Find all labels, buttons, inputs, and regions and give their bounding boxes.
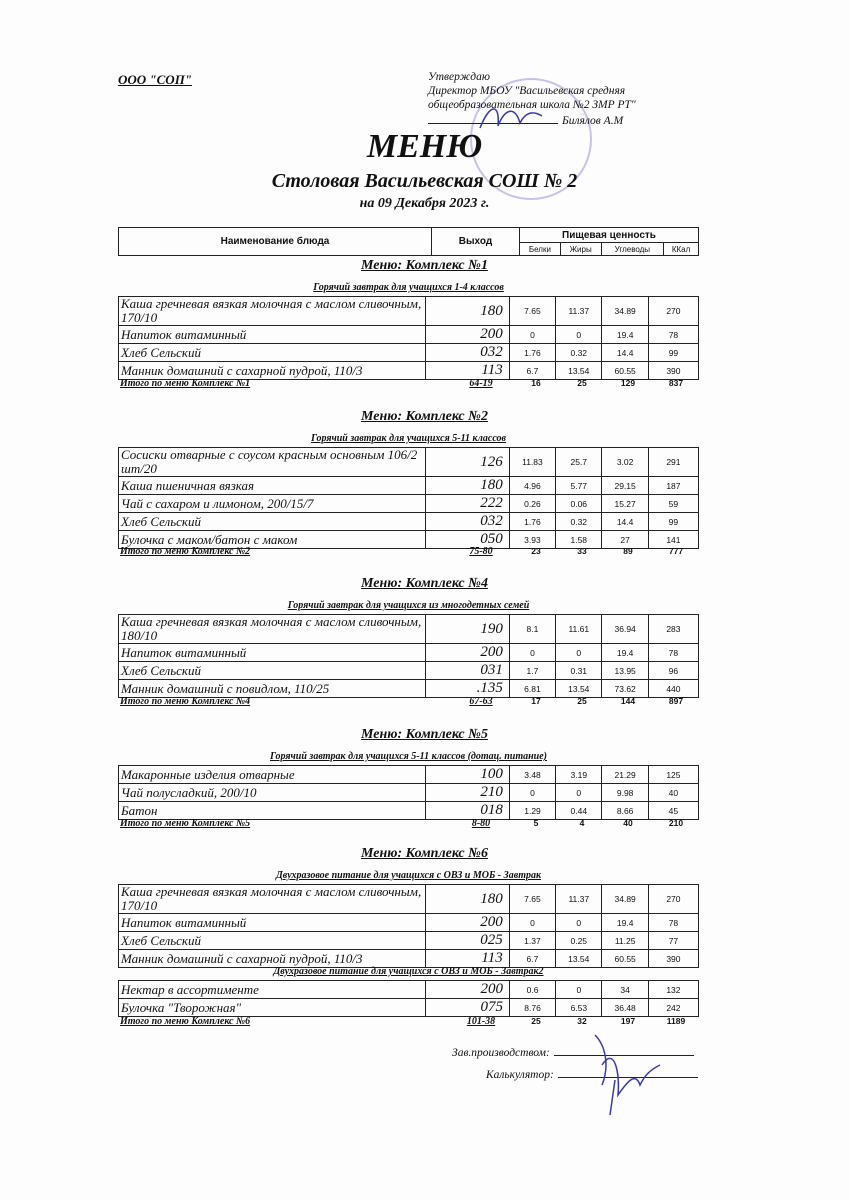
- kcal-value: 440: [648, 680, 698, 698]
- table-row: [119, 297, 699, 326]
- total-kcal: 777: [668, 546, 684, 556]
- dish-name: Хлеб Сельский: [119, 513, 426, 531]
- total-fat: 25: [577, 696, 587, 706]
- dish-name: Каша гречневая вязкая молочная с маслом сливочным, 180/10: [119, 615, 426, 644]
- protein-value: 1.76: [509, 513, 555, 531]
- total-carbs: 40: [623, 818, 633, 828]
- carbs-value: 34.89: [602, 297, 648, 326]
- total-protein: 5: [533, 818, 539, 828]
- total-carbs: 129: [620, 378, 636, 388]
- protein-value: 0.6: [509, 981, 555, 999]
- section-title: Меню: Комплекс №1: [361, 258, 488, 273]
- carbs-value: 19.4: [602, 326, 648, 344]
- table-row: [119, 326, 699, 344]
- protein-value: 11.83: [509, 448, 555, 477]
- dish-name: Напиток витаминный: [119, 326, 426, 344]
- dish-output: 180: [426, 477, 510, 495]
- carbs-value: 9.98: [602, 784, 648, 802]
- total-output: 64-19: [469, 378, 493, 389]
- protein-value: 7.65: [509, 297, 555, 326]
- kcal-value: 132: [648, 981, 698, 999]
- fat-value: 0: [556, 326, 602, 344]
- kcal-value: 390: [648, 950, 698, 968]
- protein-value: 1.29: [509, 802, 555, 820]
- fat-value: 6.53: [556, 999, 602, 1017]
- fat-value: 1.58: [556, 531, 602, 549]
- table-row: [119, 448, 699, 477]
- section-total: [118, 546, 699, 559]
- dish-name: Батон: [119, 802, 426, 820]
- total-kcal: 210: [668, 818, 684, 828]
- column-carbs: Углеводы: [601, 243, 664, 256]
- column-nutrition: Пищевая ценность: [520, 228, 699, 243]
- total-output: 75-80: [469, 546, 493, 557]
- protein-value: 8.1: [509, 615, 555, 644]
- table-row: [119, 680, 699, 698]
- dish-output: 126: [426, 448, 510, 477]
- protein-value: 6.7: [509, 362, 555, 380]
- carbs-value: 11.25: [602, 932, 648, 950]
- fat-value: 0: [556, 644, 602, 662]
- dish-name: Хлеб Сельский: [119, 662, 426, 680]
- table-row: [119, 477, 699, 495]
- total-fat: 33: [577, 546, 587, 556]
- table-row: [119, 644, 699, 662]
- table-row: [119, 344, 699, 362]
- column-kcal: ККал: [664, 243, 699, 256]
- carbs-value: 29.15: [602, 477, 648, 495]
- dish-output: 200: [426, 981, 510, 999]
- fat-value: 3.19: [556, 766, 602, 784]
- total-carbs: 197: [620, 1016, 636, 1026]
- total-fat: 25: [577, 378, 587, 388]
- table-row: [119, 914, 699, 932]
- dish-output: 200: [426, 644, 510, 662]
- fat-value: 0: [556, 981, 602, 999]
- dish-name: Сосиски отварные с соусом красным основным 106/2 шт/20: [119, 448, 426, 477]
- table-row: [119, 999, 699, 1017]
- dish-output: 032: [426, 344, 510, 362]
- dish-name: Манник домашний с повидлом, 110/25: [119, 680, 426, 698]
- kcal-value: 78: [648, 644, 698, 662]
- kcal-value: 141: [648, 531, 698, 549]
- kcal-value: 125: [648, 766, 698, 784]
- carbs-value: 34.89: [602, 885, 648, 914]
- fat-value: 0.32: [556, 344, 602, 362]
- carbs-value: 36.94: [602, 615, 648, 644]
- fat-value: 0: [556, 914, 602, 932]
- calculator-label: Калькулятор:: [486, 1069, 554, 1081]
- table-row: [119, 950, 699, 968]
- protein-value: 8.76: [509, 999, 555, 1017]
- dish-output: 025: [426, 932, 510, 950]
- section-total: [118, 696, 699, 709]
- director-name: Билялов А.М: [562, 115, 624, 127]
- dish-output: 180: [426, 885, 510, 914]
- fat-value: 0.32: [556, 513, 602, 531]
- carbs-value: 21.29: [602, 766, 648, 784]
- total-protein: 17: [531, 696, 541, 706]
- carbs-value: 34: [602, 981, 648, 999]
- protein-value: 0: [509, 644, 555, 662]
- kcal-value: 242: [648, 999, 698, 1017]
- table-row: [119, 981, 699, 999]
- total-fat: 4: [579, 818, 585, 828]
- total-carbs: 144: [620, 696, 636, 706]
- kcal-value: 40: [648, 784, 698, 802]
- total-kcal: 897: [668, 696, 684, 706]
- fat-value: 11.37: [556, 885, 602, 914]
- fat-value: 25.7: [556, 448, 602, 477]
- protein-value: 0: [509, 914, 555, 932]
- total-label: Итого по меню Комплекс №1: [120, 378, 251, 389]
- section-title: Меню: Комплекс №6: [361, 846, 488, 861]
- group-subtitle: Двухразовое питание для учащихся с ОВЗ и МОБ - Завтрак: [275, 870, 542, 881]
- table-row: [119, 362, 699, 380]
- fat-value: 5.77: [556, 477, 602, 495]
- table-row: [119, 802, 699, 820]
- table-row: [119, 495, 699, 513]
- carbs-value: 27: [602, 531, 648, 549]
- column-output: Выход: [432, 228, 520, 256]
- kcal-value: 78: [648, 914, 698, 932]
- fat-value: 0.25: [556, 932, 602, 950]
- table-row: [119, 932, 699, 950]
- dish-name: Хлеб Сельский: [119, 932, 426, 950]
- total-label: Итого по меню Комплекс №2: [120, 546, 251, 557]
- total-label: Итого по меню Комплекс №5: [120, 818, 251, 829]
- dish-output: 032: [426, 513, 510, 531]
- protein-value: 0.26: [509, 495, 555, 513]
- menu-table: [118, 980, 699, 1017]
- dish-output: 190: [426, 615, 510, 644]
- total-label: Итого по меню Комплекс №6: [120, 1016, 251, 1027]
- dish-name: Напиток витаминный: [119, 914, 426, 932]
- dish-output: 180: [426, 297, 510, 326]
- protein-value: 6.7: [509, 950, 555, 968]
- kcal-value: 270: [648, 297, 698, 326]
- fat-value: 0: [556, 784, 602, 802]
- column-fat: Жиры: [560, 243, 601, 256]
- protein-value: 7.65: [509, 885, 555, 914]
- protein-value: 1.7: [509, 662, 555, 680]
- carbs-value: 73.62: [602, 680, 648, 698]
- dish-output: 222: [426, 495, 510, 513]
- fat-value: 0.31: [556, 662, 602, 680]
- total-protein: 25: [531, 1016, 541, 1026]
- carbs-value: 14.4: [602, 513, 648, 531]
- total-carbs: 89: [623, 546, 633, 556]
- production-label: Зав.производством:: [452, 1047, 550, 1059]
- kcal-value: 390: [648, 362, 698, 380]
- kcal-value: 99: [648, 344, 698, 362]
- kcal-value: 78: [648, 326, 698, 344]
- dish-name: Манник домашний с сахарной пудрой, 110/3: [119, 950, 426, 968]
- total-label: Итого по меню Комплекс №4: [120, 696, 251, 707]
- column-dish-name: Наименование блюда: [119, 228, 432, 256]
- group-subtitle: Горячий завтрак для учащихся из многодетных семей: [287, 600, 530, 611]
- protein-value: 0: [509, 326, 555, 344]
- carbs-value: 19.4: [602, 644, 648, 662]
- fat-value: 13.54: [556, 680, 602, 698]
- table-row: [119, 615, 699, 644]
- section-title: Меню: Комплекс №5: [361, 727, 488, 742]
- column-protein: Белки: [520, 243, 561, 256]
- total-protein: 23: [531, 546, 541, 556]
- dish-output: 200: [426, 914, 510, 932]
- dish-name: Чай с сахаром и лимоном, 200/15/7: [119, 495, 426, 513]
- carbs-value: 15.27: [602, 495, 648, 513]
- dish-output: 018: [426, 802, 510, 820]
- carbs-value: 60.55: [602, 950, 648, 968]
- kcal-value: 99: [648, 513, 698, 531]
- table-row: [119, 784, 699, 802]
- group-subtitle: Горячий завтрак для учащихся 5-11 классов: [310, 433, 507, 444]
- protein-value: 0: [509, 784, 555, 802]
- table-row: [119, 513, 699, 531]
- table-row: [119, 885, 699, 914]
- dish-output: .135: [426, 680, 510, 698]
- dish-name: Чай полусладкий, 200/10: [119, 784, 426, 802]
- menu-table: [118, 296, 699, 380]
- carbs-value: 60.55: [602, 362, 648, 380]
- menu-table: [118, 884, 699, 968]
- dish-name: Булочка "Творожная": [119, 999, 426, 1017]
- dish-name: Каша гречневая вязкая молочная с маслом сливочным, 170/10: [119, 885, 426, 914]
- kcal-value: 96: [648, 662, 698, 680]
- dish-name: Манник домашний с сахарной пудрой, 110/3: [119, 362, 426, 380]
- dish-output: 113: [426, 950, 510, 968]
- total-fat: 32: [577, 1016, 587, 1026]
- kcal-value: 45: [648, 802, 698, 820]
- dish-output: 031: [426, 662, 510, 680]
- section-total: [118, 818, 699, 831]
- table-row: [119, 766, 699, 784]
- dish-output: 210: [426, 784, 510, 802]
- group-subtitle: Горячий завтрак для учащихся 1-4 классов: [313, 282, 504, 293]
- carbs-value: 8.66: [602, 802, 648, 820]
- total-kcal: 1189: [666, 1016, 686, 1026]
- protein-value: 6.81: [509, 680, 555, 698]
- group-subtitle: Двухразовое питание для учащихся с ОВЗ и МОБ - Завтрак2: [273, 966, 544, 977]
- protein-value: 1.76: [509, 344, 555, 362]
- kcal-value: 59: [648, 495, 698, 513]
- organization-name: ООО "СОП": [118, 72, 193, 87]
- menu-table: [118, 447, 699, 549]
- fat-value: 0.06: [556, 495, 602, 513]
- dish-name: Каша пшеничная вязкая: [119, 477, 426, 495]
- total-protein: 16: [531, 378, 541, 388]
- table-row: [119, 662, 699, 680]
- dish-output: 050: [426, 531, 510, 549]
- fat-value: 11.37: [556, 297, 602, 326]
- protein-value: 3.48: [509, 766, 555, 784]
- total-output: 101-38: [466, 1016, 496, 1027]
- carbs-value: 19.4: [602, 914, 648, 932]
- group-subtitle: Горячий завтрак для учащихся 5-11 классов (дотац. питание): [270, 751, 547, 762]
- dish-output: 075: [426, 999, 510, 1017]
- protein-value: 3.93: [509, 531, 555, 549]
- carbs-value: 13.95: [602, 662, 648, 680]
- dish-output: 200: [426, 326, 510, 344]
- kcal-value: 270: [648, 885, 698, 914]
- menu-table: [118, 765, 699, 820]
- total-kcal: 837: [668, 378, 684, 388]
- fat-value: 11.61: [556, 615, 602, 644]
- carbs-value: 3.02: [602, 448, 648, 477]
- protein-value: 4.96: [509, 477, 555, 495]
- handwritten-signature: [580, 1025, 670, 1120]
- page-title: МЕНЮ: [366, 128, 483, 165]
- protein-value: 1.37: [509, 932, 555, 950]
- table-header: [118, 227, 699, 256]
- dish-name: Макаронные изделия отварные: [119, 766, 426, 784]
- fat-value: 13.54: [556, 362, 602, 380]
- dish-name: Напиток витаминный: [119, 644, 426, 662]
- menu-table: [118, 614, 699, 698]
- approval-line: Директор МБОУ "Васильевская средняя: [428, 85, 626, 97]
- total-output: 67-63: [469, 696, 493, 707]
- kcal-value: 291: [648, 448, 698, 477]
- total-output: 8-80: [471, 818, 491, 829]
- dish-name: Нектар в ассортименте: [119, 981, 426, 999]
- dish-output: 113: [426, 362, 510, 380]
- fat-value: 13.54: [556, 950, 602, 968]
- kcal-value: 283: [648, 615, 698, 644]
- kcal-value: 187: [648, 477, 698, 495]
- section-total: [118, 378, 699, 391]
- kcal-value: 77: [648, 932, 698, 950]
- fat-value: 0.44: [556, 802, 602, 820]
- menu-date: на 09 Декабря 2023 г.: [359, 196, 490, 211]
- canteen-name: Столовая Васильевская СОШ № 2: [271, 170, 578, 192]
- approval-line: Утверждаю: [428, 71, 490, 83]
- dish-name: Хлеб Сельский: [119, 344, 426, 362]
- dish-output: 100: [426, 766, 510, 784]
- section-title: Меню: Комплекс №4: [361, 576, 488, 591]
- carbs-value: 36.48: [602, 999, 648, 1017]
- section-title: Меню: Комплекс №2: [361, 409, 488, 424]
- dish-name: Каша гречневая вязкая молочная с маслом сливочным, 170/10: [119, 297, 426, 326]
- dish-name: Булочка с маком/батон с маком: [119, 531, 426, 549]
- approval-line: общеобразовательная школа №2 ЗМР РТ": [428, 99, 636, 111]
- carbs-value: 14.4: [602, 344, 648, 362]
